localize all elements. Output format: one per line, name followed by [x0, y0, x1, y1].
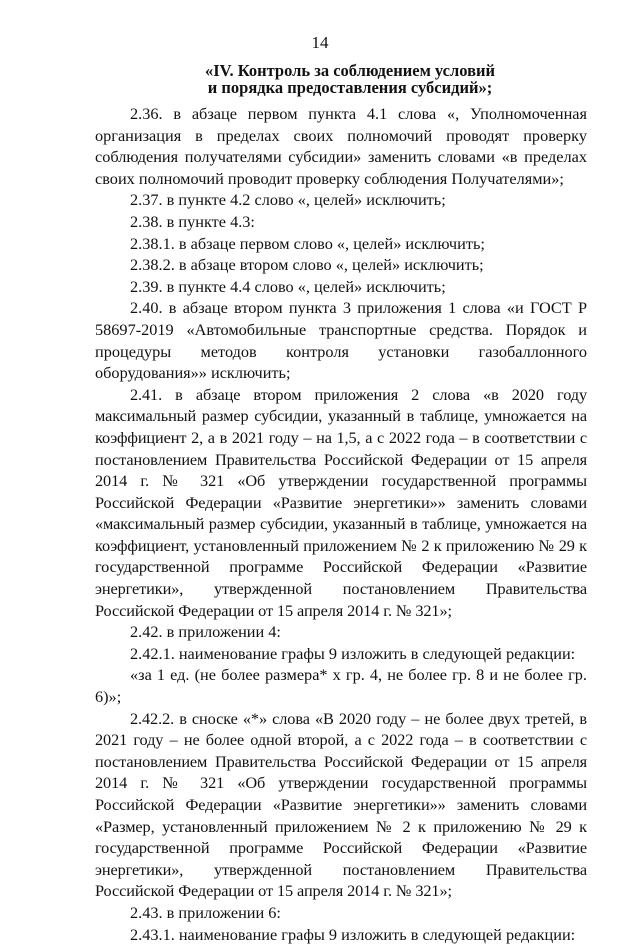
section-heading: [60, 62, 640, 96]
paragraph-2-39: 2.39. в пункте 4.4 слово «, целей» исключить;: [130, 276, 446, 296]
paragraph-2-36: 2.36. в абзаце первом пункта 4.1 слова «, Уполномоченная организация в пределах своих полномочий проводят проверку соблюдения получателями субсидии» заменить словами «в пределах своих полномочий проводит проверку соблюдения Получателями»;: [95, 104, 587, 188]
paragraph-2-42-1: 2.42.1. наименование графы 9 изложить в следующей редакции:: [130, 643, 576, 663]
paragraph-2-43: 2.43. в приложении 6:: [130, 902, 281, 922]
section-heading-line-2: и порядка предоставления субсидий»;: [207, 78, 493, 97]
page-number: 14: [311, 33, 329, 52]
document-body: [95, 103, 587, 945]
paragraph-2-38-2: 2.38.2. в абзаце втором слово «, целей» исключить;: [130, 255, 484, 275]
paragraph-column-9-text: «за 1 ед. (не более размера* х гр. 4, не более гр. 8 и не более гр. 6)»;: [95, 665, 587, 707]
paragraph-2-40: 2.40. в абзаце втором пункта 3 приложения 1 слова «и ГОСТ Р 58697-2019 «Автомобильные транспортные средства. Порядок и процедуры методов контроля установки газобаллонного оборудования»» исключить;: [95, 298, 587, 383]
paragraph-2-38-1: 2.38.1. в абзаце первом слово «, целей» исключить;: [130, 233, 485, 253]
paragraph-2-41: 2.41. в абзаце втором приложения 2 слова «в 2020 году максимальный размер субсидии, указанный в таблице, умножается на коэффициент 2, а в 2021 году – на 1,5, а с 2022 года – в соответствии с постановлением Правительства Российской Федерации от 15 апреля 2014 г. № 321 «Об утверждении государственной программы Российской Федерации «Развитие энергетики»» заменить словами «максимальный размер субсидии, указанный в таблице, умножается на коэффициент, установленный приложением № 2 к приложению № 29 к государственной программе Российской Федерации «Развитие энергетики», утвержденной постановлением Правительства Российской Федерации от 15 апреля 2014 г. № 321»;: [95, 384, 587, 620]
paragraph-2-43-1: 2.43.1. наименование графы 9 изложить в следующей редакции:: [130, 924, 576, 944]
paragraph-2-42-2: 2.42.2. в сноске «*» слова «В 2020 году – не более двух третей, в 2021 году – не более одной второй, а с 2022 года – в соответствии с постановлением Правительства Российской Федерации от 15 апреля 2014 г. № 321 «Об утверждении государственной программы Российской Федерации «Развитие энергетики»» заменить словами «Размер, установленный приложением № 2 к приложению № 29 к государственной программе Российской Федерации «Развитие энергетики», утвержденной постановлением Правительства Российской Федерации от 15 апреля 2014 г. № 321»;: [95, 708, 587, 901]
paragraph-2-42: 2.42. в приложении 4:: [130, 622, 281, 642]
paragraph-2-37: 2.37. в пункте 4.2 слово «, целей» исключить;: [130, 190, 446, 210]
paragraph-2-38: 2.38. в пункте 4.3:: [130, 211, 255, 231]
section-heading-line-1: «IV. Контроль за соблюдением условий: [204, 61, 496, 80]
